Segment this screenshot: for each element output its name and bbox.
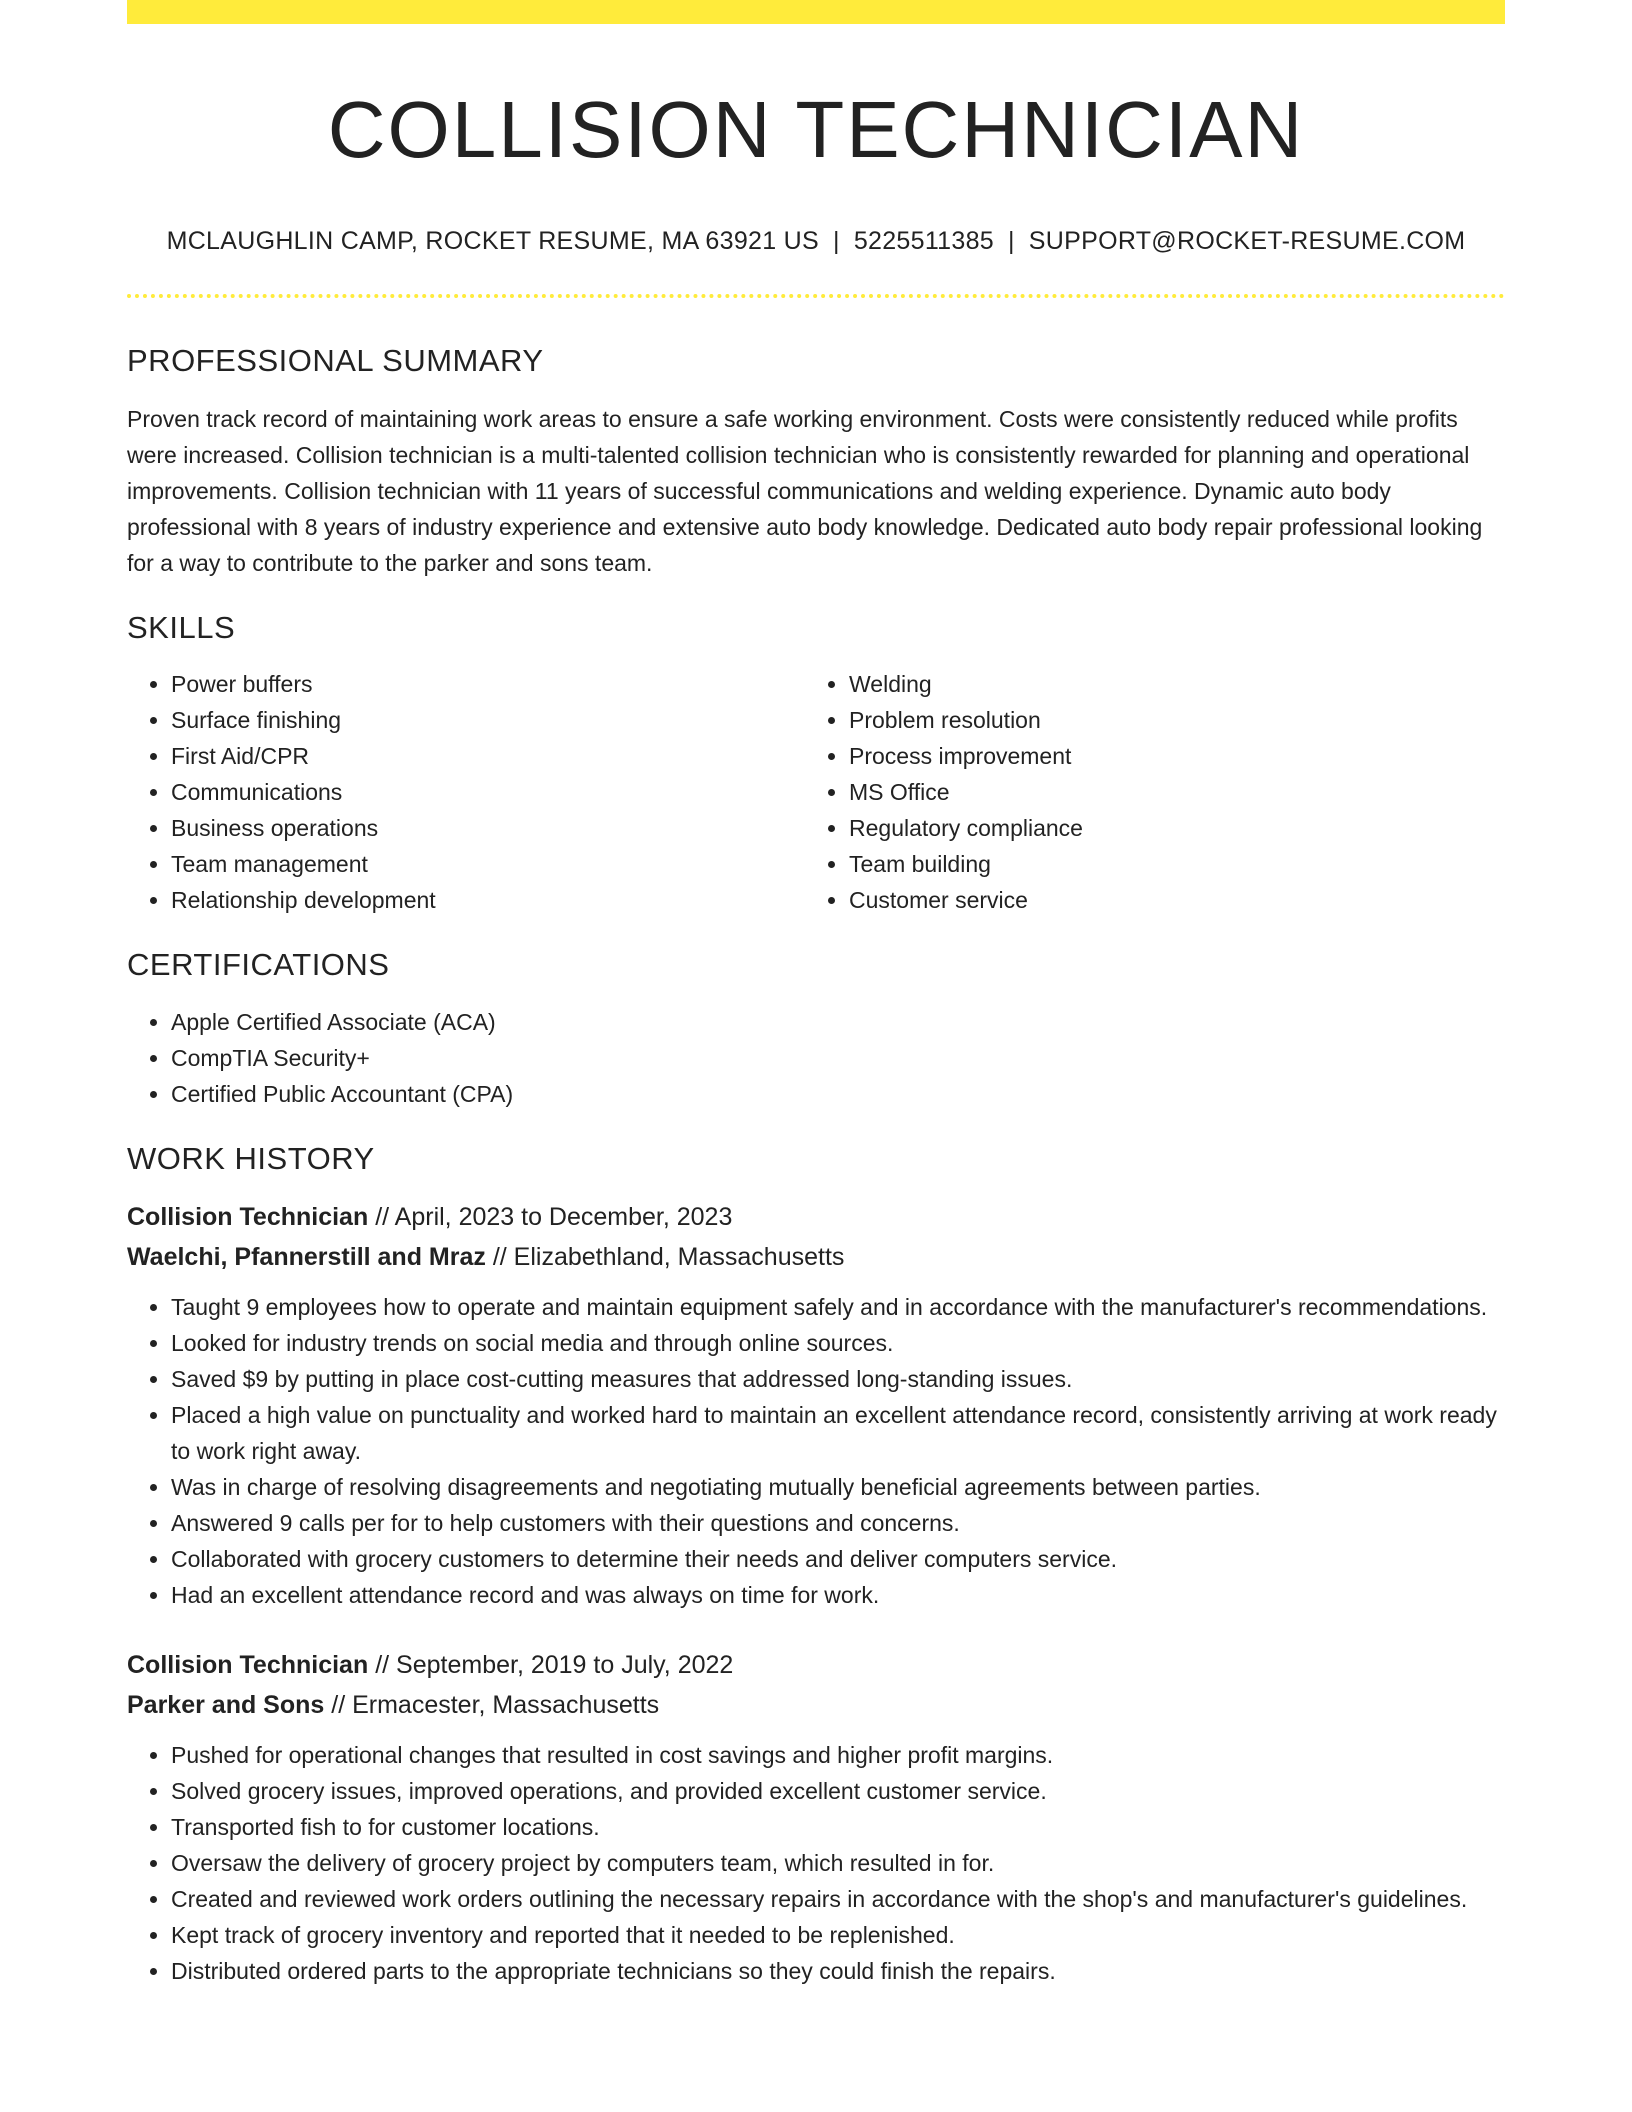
skill-item: • Welding [849, 666, 1483, 702]
skill-item: • Problem resolution [849, 702, 1483, 738]
contact-email: SUPPORT@ROCKET-RESUME.COM [1028, 227, 1466, 255]
skill-item: • MS Office [849, 774, 1483, 810]
skills-right-list [805, 666, 1483, 918]
resume-page [127, 0, 1505, 1989]
job-company: Waelchi, Pfannerstill and Mraz [127, 1242, 486, 1271]
job-company-line [127, 1685, 1505, 1725]
job-bullet: • Answered 9 calls per for to help customers with their questions and concerns. [171, 1505, 1505, 1541]
skill-item: • Power buffers [171, 666, 805, 702]
skill-item: • Business operations [171, 810, 805, 846]
contact-address: MCLAUGHLIN CAMP, ROCKET RESUME, MA 63921 US [166, 227, 820, 255]
dotted-divider [127, 294, 1505, 298]
job-dates: // April, 2023 to December, 2023 [375, 1202, 733, 1231]
job-title-line [127, 1197, 1505, 1237]
certification-item: • Certified Public Accountant (CPA) [171, 1076, 1505, 1112]
contact-line [127, 226, 1505, 256]
job-bullet: • Placed a high value on punctuality and worked hard to maintain an excellent attendance record, consistently arriving at work ready to work right away. [171, 1397, 1505, 1469]
skill-item: • First Aid/CPR [171, 738, 805, 774]
skill-item: • Process improvement [849, 738, 1483, 774]
certification-item: • CompTIA Security+ [171, 1040, 1505, 1076]
job-bullet: • Created and reviewed work orders outlining the necessary repairs in accordance with the shop's and manufacturer's guidelines. [171, 1881, 1505, 1917]
contact-separator: | [1008, 227, 1015, 255]
job-bullet: • Oversaw the delivery of grocery project by computers team, which resulted in for. [171, 1845, 1505, 1881]
job-location: // Elizabethland, Massachusetts [492, 1242, 845, 1271]
skill-item: • Surface finishing [171, 702, 805, 738]
job-bullet: • Kept track of grocery inventory and reported that it needed to be replenished. [171, 1917, 1505, 1953]
job-bullets [127, 1737, 1505, 1989]
job-entry [127, 1197, 1505, 1613]
job-bullet: • Taught 9 employees how to operate and maintain equipment safely and in accordance with the manufacturer's recommendations. [171, 1289, 1505, 1325]
job-bullet: • Distributed ordered parts to the appropriate technicians so they could finish the repairs. [171, 1953, 1505, 1989]
job-bullet: • Collaborated with grocery customers to determine their needs and deliver computers service. [171, 1541, 1505, 1577]
job-role: Collision Technician [127, 1650, 369, 1679]
contact-phone: 5225511385 [853, 227, 994, 255]
skills-left-list [127, 666, 805, 918]
skill-item: • Team building [849, 846, 1483, 882]
work-history-heading: WORK HISTORY [127, 1140, 375, 1176]
job-bullet: • Solved grocery issues, improved operations, and provided excellent customer service. [171, 1773, 1505, 1809]
resume-name-title: COLLISION TECHNICIAN [327, 85, 1305, 174]
job-bullets [127, 1289, 1505, 1613]
job-role: Collision Technician [127, 1202, 369, 1231]
job-location: // Ermacester, Massachusetts [331, 1690, 660, 1719]
skills-heading: SKILLS [127, 610, 236, 646]
job-bullet: • Pushed for operational changes that resulted in cost savings and higher profit margins. [171, 1737, 1505, 1773]
job-bullet: • Looked for industry trends on social media and through online sources. [171, 1325, 1505, 1361]
summary-text: Proven track record of maintaining work areas to ensure a safe working environment. Costs were consistently reduced while profits were increased. Collision technician is a multi-talented collision technician who is consistently rewarded for planning and operational improvements. Collision technician with 11 years of successful communications and welding experience. Dynamic auto body professional with 8 years of industry experience and extensive auto body knowledge. Dedicated auto body repair professional looking for a way to contribute to the parker and sons team. [127, 406, 1483, 577]
skill-item: • Relationship development [171, 882, 805, 918]
job-bullet: • Was in charge of resolving disagreements and negotiating mutually beneficial agreements between parties. [171, 1469, 1505, 1505]
skill-item: • Communications [171, 774, 805, 810]
certifications-heading: CERTIFICATIONS [127, 947, 390, 983]
job-company: Parker and Sons [127, 1690, 325, 1719]
skill-item: • Customer service [849, 882, 1483, 918]
job-title-line [127, 1645, 1505, 1685]
job-bullet: • Saved $9 by putting in place cost-cutting measures that addressed long-standing issues. [171, 1361, 1505, 1397]
accent-top-bar [127, 0, 1505, 24]
skill-item: • Team management [171, 846, 805, 882]
contact-separator: | [833, 227, 840, 255]
summary-heading: PROFESSIONAL SUMMARY [127, 343, 544, 378]
skill-item: • Regulatory compliance [849, 810, 1483, 846]
job-company-line [127, 1237, 1505, 1277]
job-bullet: • Transported fish to for customer locations. [171, 1809, 1505, 1845]
job-entry [127, 1645, 1505, 1989]
job-bullet: • Had an excellent attendance record and was always on time for work. [171, 1577, 1505, 1613]
certification-item: • Apple Certified Associate (ACA) [171, 1004, 1505, 1040]
certifications-list [127, 1004, 1505, 1112]
job-dates: // September, 2019 to July, 2022 [375, 1650, 734, 1679]
skills-columns [127, 666, 1505, 918]
